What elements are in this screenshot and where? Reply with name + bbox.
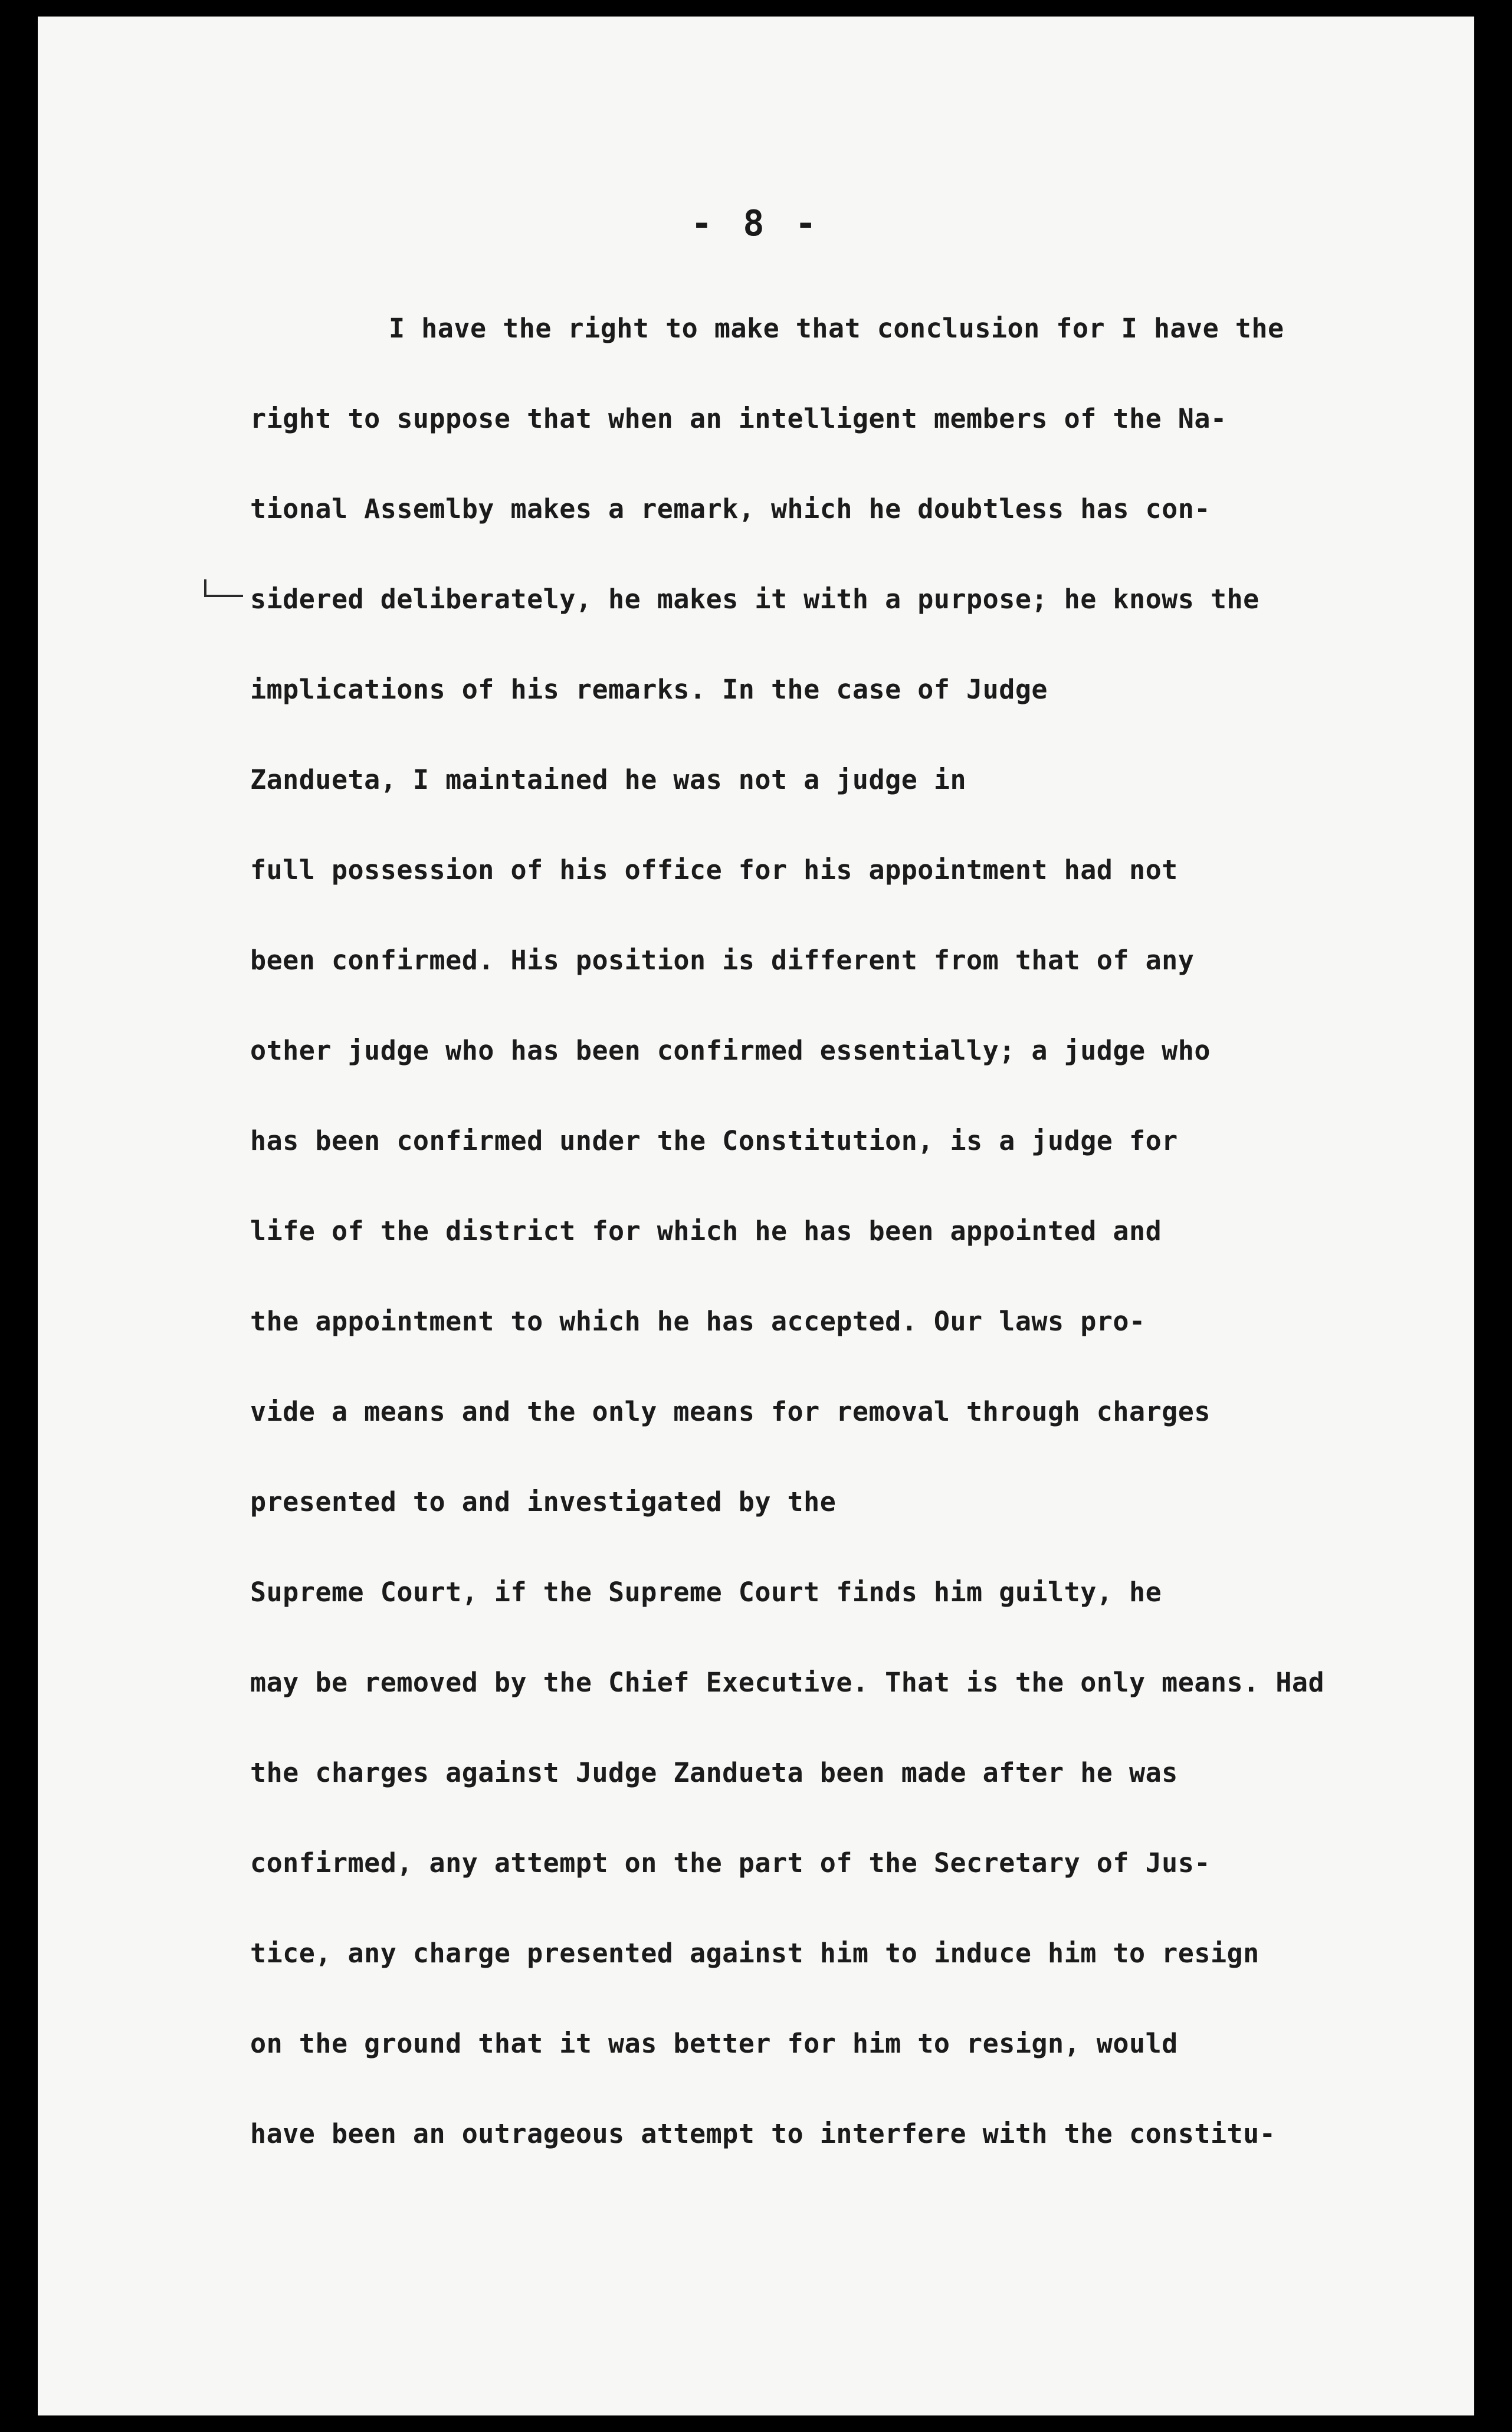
text-line: tice, any charge presented against him to induce him to resign	[250, 1938, 1260, 1969]
text-line: full possession of his office for his appointment had not	[250, 854, 1178, 886]
text-line: the appointment to which he has accepted. Our laws pro-	[250, 1306, 1146, 1337]
text-line: sidered deliberately, he makes it with a purpose; he knows the	[250, 584, 1260, 615]
text-line: implications of his remarks. In the case of Judge	[250, 674, 1048, 705]
text-line: right to suppose that when an intelligent members of the Na-	[250, 403, 1227, 434]
text-line: may be removed by the Chief Executive. That is the only means. Had	[250, 1667, 1325, 1698]
body-text	[250, 296, 1389, 2192]
page-number: - 8 -	[691, 203, 821, 244]
text-line: confirmed, any attempt on the part of the Secretary of Jus-	[250, 1847, 1211, 1879]
text-line: life of the district for which he has been appointed and	[250, 1215, 1162, 1247]
text-line: the charges against Judge Zandueta been made after he was	[250, 1757, 1178, 1788]
text-line: Supreme Court, if the Supreme Court finds him guilty, he	[250, 1576, 1162, 1608]
text-line: Zandueta, I maintained he was not a judge in	[250, 764, 967, 795]
text-line: on the ground that it was better for him to resign, would	[250, 2028, 1178, 2059]
text-line: vide a means and the only means for removal through charges	[250, 1396, 1211, 1427]
text-line: presented to and investigated by the	[250, 1486, 837, 1517]
text-line: tional Assemlby makes a remark, which he doubtless has con-	[250, 493, 1211, 525]
text-line: has been confirmed under the Constitution, is a judge for	[250, 1125, 1178, 1156]
document-page	[38, 17, 1474, 2415]
text-line: have been an outrageous attempt to interfere with the constitu-	[250, 2118, 1276, 2149]
margin-mark	[204, 595, 243, 597]
text-line: other judge who has been confirmed essentially; a judge who	[250, 1035, 1211, 1066]
text-line: I have the right to make that conclusion for I have the	[389, 313, 1284, 344]
text-line: been confirmed. His position is different from that of any	[250, 945, 1195, 976]
